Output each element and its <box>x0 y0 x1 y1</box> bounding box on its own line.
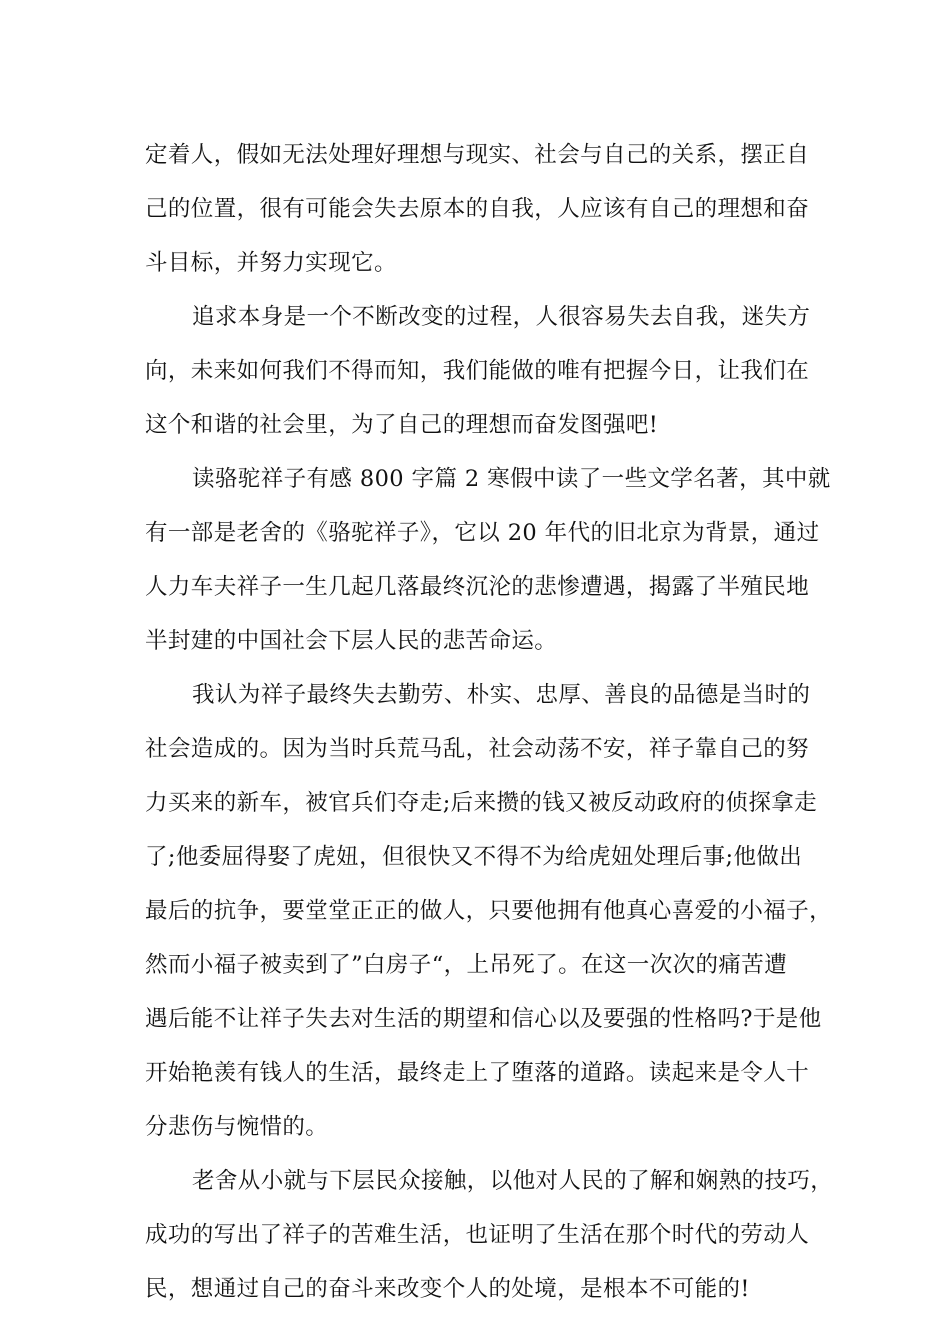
paragraph-4-line-5: 最后的抗争，要堂堂正正的做人，只要他拥有他真心喜爱的小福子， <box>145 898 833 924</box>
paragraph-4-line-9: 分悲伤与惋惜的。 <box>145 1114 329 1140</box>
paragraph-2-line-1: 追求本身是一个不断改变的过程，人很容易失去自我，迷失方 <box>192 304 811 330</box>
paragraph-3-line-3: 人力车夫祥子一生几起几落最终沉沦的悲惨遭遇，揭露了半殖民地 <box>145 574 810 600</box>
paragraph-5-line-3: 民，想通过自己的奋斗来改变个人的处境，是根本不可能的! <box>145 1276 750 1302</box>
paragraph-3-line-4: 半封建的中国社会下层人民的悲苦命运。 <box>145 628 558 654</box>
paragraph-4-line-1: 我认为祥子最终失去勤劳、朴实、忠厚、善良的品德是当时的 <box>192 682 811 708</box>
paragraph-4-line-2: 社会造成的。因为当时兵荒马乱，社会动荡不安，祥子靠自己的努 <box>145 736 810 762</box>
paragraph-4-line-4: 了;他委屈得娶了虎妞，但很快又不得不为给虎妞处理后事;他做出 <box>145 844 803 870</box>
paragraph-4-line-3: 力买来的新车，被官兵们夺走;后来攒的钱又被反动政府的侦探拿走 <box>145 790 818 816</box>
paragraph-3-line-2: 有一部是老舍的《骆驼祥子》，它以 20 年代的旧北京为背景，通过 <box>145 520 820 546</box>
paragraph-4-line-7: 遇后能不让祥子失去对生活的期望和信心以及要强的性格吗?于是他 <box>145 1006 822 1032</box>
paragraph-4-line-8: 开始艳羡有钱人的生活，最终走上了堕落的道路。读起来是令人十 <box>145 1060 810 1086</box>
paragraph-5-line-1: 老舍从小就与下层民众接触，以他对人民的了解和娴熟的技巧， <box>192 1168 834 1194</box>
paragraph-4-line-6: 然而小福子被卖到了”白房子“，上吊死了。在这一次次的痛苦遭 <box>145 952 788 978</box>
paragraph-3-line-1: 读骆驼祥子有感 800 字篇 2 寒假中读了一些文学名著，其中就 <box>192 466 831 492</box>
paragraph-1-line-2: 己的位置，很有可能会失去原本的自我，人应该有自己的理想和奋 <box>145 196 810 222</box>
paragraph-5-line-2: 成功的写出了祥子的苦难生活，也证明了生活在那个时代的劳动人 <box>145 1222 810 1248</box>
paragraph-1-line-3: 斗目标，并努力实现它。 <box>145 250 397 276</box>
paragraph-2-line-2: 向，未来如何我们不得而知，我们能做的唯有把握今日，让我们在 <box>145 358 810 384</box>
paragraph-2-line-3: 这个和谐的社会里，为了自己的理想而奋发图强吧! <box>145 412 659 438</box>
document-body <box>145 128 834 1316</box>
paragraph-1-line-1: 定着人，假如无法处理好理想与现实、社会与自己的关系，摆正自 <box>145 142 810 168</box>
